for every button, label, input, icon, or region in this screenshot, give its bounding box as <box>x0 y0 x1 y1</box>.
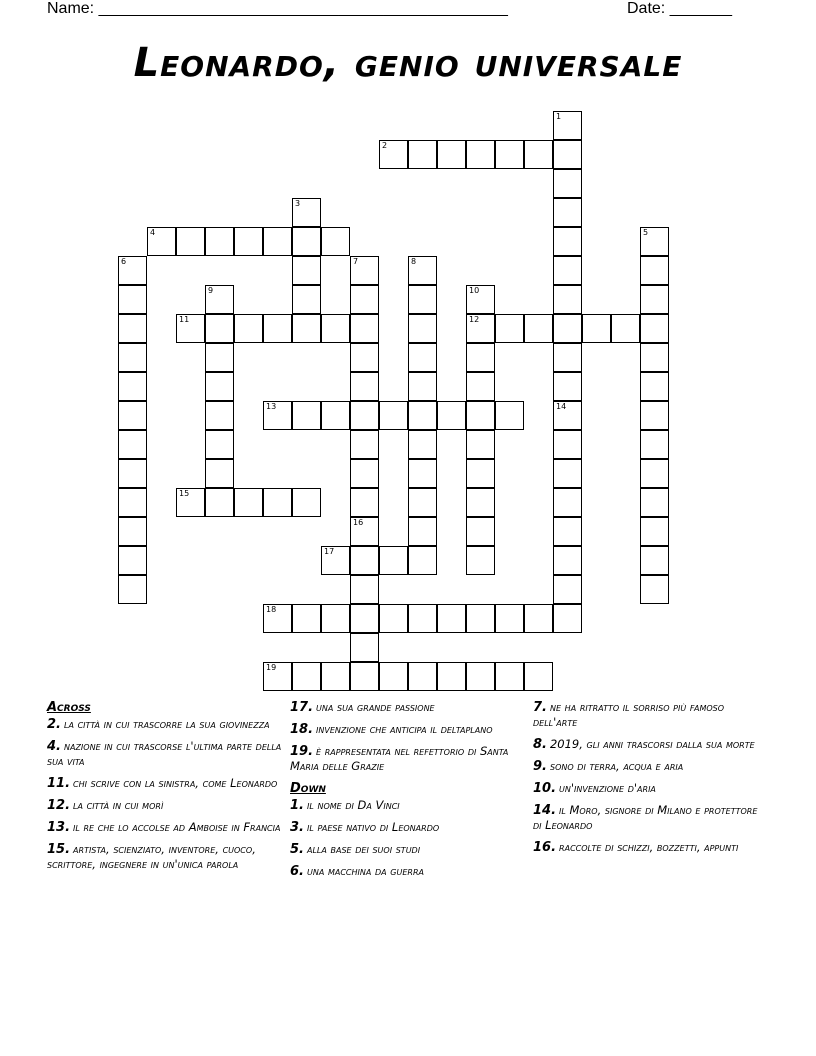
grid-cell[interactable] <box>640 430 669 459</box>
clue-number: 11 <box>179 315 190 324</box>
grid-cell[interactable] <box>118 546 147 575</box>
clue-text: chi scrive con la sinistra, come Leonardo <box>73 776 278 790</box>
grid-cell[interactable] <box>321 604 350 633</box>
clue-text: un'invenzione d'aria <box>559 781 656 795</box>
grid-cell[interactable] <box>640 517 669 546</box>
grid-cell[interactable] <box>640 227 669 256</box>
grid-cell[interactable] <box>553 111 582 140</box>
clue-number: 8. <box>533 737 547 752</box>
grid-cell[interactable] <box>118 488 147 517</box>
grid-cell[interactable] <box>379 140 408 169</box>
clue-text: il Moro, signore di Milano e protettore di Leonardo <box>533 803 758 832</box>
grid-cell[interactable] <box>234 227 263 256</box>
down-clue <box>290 820 526 835</box>
grid-cell[interactable] <box>466 140 495 169</box>
clue-number: 14. <box>533 803 557 818</box>
grid-cell[interactable] <box>379 546 408 575</box>
clue-text: sono di terra, acqua e aria <box>549 759 684 773</box>
grid-cell[interactable] <box>495 140 524 169</box>
grid-cell[interactable] <box>640 314 669 343</box>
grid-cell[interactable] <box>640 575 669 604</box>
grid-cell[interactable] <box>408 343 437 372</box>
clue-number: 2. <box>47 717 61 732</box>
clue-text: una macchina da guerra <box>306 864 424 878</box>
grid-cell[interactable] <box>466 430 495 459</box>
grid-cell[interactable] <box>466 285 495 314</box>
grid-cell[interactable] <box>553 372 582 401</box>
grid-cell[interactable] <box>437 604 466 633</box>
grid-cell[interactable] <box>263 314 292 343</box>
grid-cell[interactable] <box>437 140 466 169</box>
down-clue <box>533 840 769 855</box>
across-clue <box>47 776 283 791</box>
clue-text: il re che lo accolse ad Amboise in Francia <box>73 820 281 834</box>
grid-cell[interactable] <box>466 488 495 517</box>
grid-cell[interactable] <box>292 285 321 314</box>
clues-column-1 <box>47 700 283 879</box>
clue-number: 1. <box>290 798 304 813</box>
grid-cell[interactable] <box>553 198 582 227</box>
down-heading: Down <box>290 781 326 796</box>
grid-cell[interactable] <box>350 517 379 546</box>
down-clue <box>533 803 769 833</box>
grid-cell[interactable] <box>408 314 437 343</box>
grid-cell[interactable] <box>640 488 669 517</box>
clue-number: 15. <box>47 842 71 857</box>
grid-cell[interactable] <box>553 169 582 198</box>
grid-cell[interactable] <box>466 546 495 575</box>
clue-number: 4. <box>47 739 61 754</box>
grid-cell[interactable] <box>292 314 321 343</box>
grid-cell[interactable] <box>118 285 147 314</box>
clue-number: 12 <box>469 315 480 324</box>
clue-text: raccolte di schizzi, bozzetti, appunti <box>559 840 739 854</box>
date-line[interactable]: Date: _______ <box>627 0 732 17</box>
clue-number: 5 <box>643 228 649 237</box>
grid-cell[interactable] <box>408 285 437 314</box>
clue-number: 18 <box>266 605 277 614</box>
grid-cell[interactable] <box>553 401 582 430</box>
grid-cell[interactable] <box>147 227 176 256</box>
grid-cell[interactable] <box>408 488 437 517</box>
grid-cell[interactable] <box>466 517 495 546</box>
grid-cell[interactable] <box>176 227 205 256</box>
clue-text: la città in cui trascorre la sua giovinezza <box>63 717 270 731</box>
clue-number: 19. <box>290 744 314 759</box>
clue-text: il nome di Da Vinci <box>306 798 400 812</box>
grid-cell[interactable] <box>466 343 495 372</box>
clue-number: 7 <box>353 257 359 266</box>
grid-cell[interactable] <box>118 256 147 285</box>
grid-cell[interactable] <box>118 343 147 372</box>
grid-cell[interactable] <box>553 604 582 633</box>
clue-text: alla base dei suoi studi <box>306 842 421 856</box>
clue-number: 5. <box>290 842 304 857</box>
clue-number: 13. <box>47 820 71 835</box>
clue-number: 11. <box>47 776 71 791</box>
clues-column-2 <box>290 700 526 886</box>
grid-cell[interactable] <box>466 459 495 488</box>
clue-number: 13 <box>266 402 277 411</box>
clue-text: invenzione che anticipa il deltaplano <box>316 722 493 736</box>
grid-cell[interactable] <box>118 459 147 488</box>
clue-number: 6. <box>290 864 304 879</box>
clue-number: 9 <box>208 286 214 295</box>
grid-cell[interactable] <box>379 662 408 691</box>
clue-number: 4 <box>150 228 156 237</box>
clue-number: 8 <box>411 257 417 266</box>
grid-cell[interactable] <box>263 604 292 633</box>
grid-cell[interactable] <box>553 314 582 343</box>
grid-cell[interactable] <box>118 575 147 604</box>
grid-cell[interactable] <box>553 343 582 372</box>
grid-cell[interactable] <box>437 662 466 691</box>
grid-cell[interactable] <box>379 401 408 430</box>
across-clue <box>290 744 526 774</box>
clue-text: il paese nativo di Leonardo <box>306 820 440 834</box>
grid-cell[interactable] <box>205 372 234 401</box>
grid-cell[interactable] <box>466 372 495 401</box>
clue-text: la città in cui morì <box>73 798 164 812</box>
grid-cell[interactable] <box>640 285 669 314</box>
grid-cell[interactable] <box>292 662 321 691</box>
grid-cell[interactable] <box>350 575 379 604</box>
clue-text: è rappresentata nel refettorio di Santa Maria delle Grazie <box>290 744 509 773</box>
grid-cell[interactable] <box>553 227 582 256</box>
clue-number: 19 <box>266 663 277 672</box>
grid-cell[interactable] <box>205 459 234 488</box>
grid-cell[interactable] <box>495 401 524 430</box>
grid-cell[interactable] <box>524 314 553 343</box>
grid-cell[interactable] <box>292 256 321 285</box>
across-heading: Across <box>47 700 91 715</box>
grid-cell[interactable] <box>176 488 205 517</box>
grid-cell[interactable] <box>379 604 408 633</box>
across-clue <box>290 700 526 715</box>
grid-cell[interactable] <box>611 314 640 343</box>
grid-cell[interactable] <box>582 314 611 343</box>
grid-cell[interactable] <box>408 372 437 401</box>
grid-cell[interactable] <box>640 343 669 372</box>
grid-cell[interactable] <box>408 401 437 430</box>
clue-number: 17. <box>290 700 314 715</box>
grid-cell[interactable] <box>408 604 437 633</box>
down-clue <box>533 737 769 752</box>
grid-cell[interactable] <box>118 372 147 401</box>
grid-cell[interactable] <box>321 314 350 343</box>
across-clue <box>47 820 283 835</box>
grid-cell[interactable] <box>234 488 263 517</box>
grid-cell[interactable] <box>640 401 669 430</box>
grid-cell[interactable] <box>350 430 379 459</box>
grid-cell[interactable] <box>640 459 669 488</box>
clue-text: artista, scienziato, inventore, cuoco, scrittore, ingegnere in un'unica parola <box>47 842 256 871</box>
clue-number: 1 <box>556 112 562 121</box>
grid-cell[interactable] <box>553 140 582 169</box>
grid-cell[interactable] <box>292 401 321 430</box>
clue-number: 15 <box>179 489 190 498</box>
down-clue <box>290 842 526 857</box>
grid-cell[interactable] <box>350 633 379 662</box>
clue-text: nazione in cui trascorse l'ultima parte della sua vita <box>47 739 282 768</box>
grid-cell[interactable] <box>205 343 234 372</box>
grid-cell[interactable] <box>466 314 495 343</box>
grid-cell[interactable] <box>350 401 379 430</box>
grid-cell[interactable] <box>553 459 582 488</box>
grid-cell[interactable] <box>234 314 263 343</box>
clue-number: 10. <box>533 781 557 796</box>
grid-cell[interactable] <box>350 662 379 691</box>
grid-cell[interactable] <box>350 546 379 575</box>
grid-cell[interactable] <box>408 430 437 459</box>
grid-cell[interactable] <box>292 227 321 256</box>
across-clue <box>47 739 283 769</box>
clue-number: 17 <box>324 547 335 556</box>
grid-cell[interactable] <box>176 314 205 343</box>
grid-cell[interactable] <box>524 140 553 169</box>
down-clue <box>533 759 769 774</box>
clue-number: 2 <box>382 141 388 150</box>
grid-cell[interactable] <box>466 604 495 633</box>
grid-cell[interactable] <box>205 401 234 430</box>
clue-number: 14 <box>556 402 567 411</box>
grid-cell[interactable] <box>292 198 321 227</box>
grid-cell[interactable] <box>263 401 292 430</box>
clue-number: 18. <box>290 722 314 737</box>
grid-cell[interactable] <box>553 517 582 546</box>
grid-cell[interactable] <box>408 256 437 285</box>
grid-cell[interactable] <box>466 662 495 691</box>
clue-number: 16. <box>533 840 557 855</box>
grid-cell[interactable] <box>466 401 495 430</box>
clue-number: 6 <box>121 257 127 266</box>
clue-number: 9. <box>533 759 547 774</box>
clues-column-3 <box>533 700 769 862</box>
grid-cell[interactable] <box>321 401 350 430</box>
clue-text: una sua grande passione <box>316 700 435 714</box>
grid-cell[interactable] <box>408 546 437 575</box>
grid-cell[interactable] <box>553 575 582 604</box>
grid-cell[interactable] <box>553 430 582 459</box>
clue-number: 3 <box>295 199 301 208</box>
across-clue <box>47 842 283 872</box>
grid-cell[interactable] <box>118 430 147 459</box>
grid-cell[interactable] <box>118 401 147 430</box>
grid-cell[interactable] <box>495 314 524 343</box>
clue-text: ne ha ritratto il sorriso più famoso dell'arte <box>533 700 725 729</box>
grid-cell[interactable] <box>292 488 321 517</box>
grid-cell[interactable] <box>321 227 350 256</box>
grid-cell[interactable] <box>437 401 466 430</box>
down-clue <box>533 781 769 796</box>
grid-cell[interactable] <box>640 372 669 401</box>
grid-cell[interactable] <box>350 314 379 343</box>
grid-cell[interactable] <box>408 517 437 546</box>
grid-cell[interactable] <box>205 227 234 256</box>
grid-cell[interactable] <box>553 256 582 285</box>
grid-cell[interactable] <box>205 488 234 517</box>
grid-cell[interactable] <box>524 604 553 633</box>
clue-number: 16 <box>353 518 364 527</box>
grid-cell[interactable] <box>524 662 553 691</box>
down-clue <box>533 700 769 730</box>
grid-cell[interactable] <box>350 488 379 517</box>
grid-cell[interactable] <box>408 459 437 488</box>
clue-text: 2019, gli anni trascorsi dalla sua morte <box>549 737 755 751</box>
across-clue <box>47 717 283 732</box>
clue-number: 7. <box>533 700 547 715</box>
down-clue <box>290 864 526 879</box>
grid-cell[interactable] <box>205 430 234 459</box>
grid-cell[interactable] <box>321 546 350 575</box>
grid-cell[interactable] <box>408 140 437 169</box>
grid-cell[interactable] <box>118 314 147 343</box>
grid-cell[interactable] <box>553 488 582 517</box>
grid-cell[interactable] <box>350 459 379 488</box>
down-clue <box>290 798 526 813</box>
grid-cell[interactable] <box>640 546 669 575</box>
grid-cell[interactable] <box>350 343 379 372</box>
grid-cell[interactable] <box>350 372 379 401</box>
grid-cell[interactable] <box>205 314 234 343</box>
across-clue <box>47 798 283 813</box>
grid-cell[interactable] <box>640 256 669 285</box>
grid-cell[interactable] <box>292 604 321 633</box>
clue-number: 12. <box>47 798 71 813</box>
grid-cell[interactable] <box>553 546 582 575</box>
grid-cell[interactable] <box>263 488 292 517</box>
grid-cell[interactable] <box>263 662 292 691</box>
grid-cell[interactable] <box>118 517 147 546</box>
grid-cell[interactable] <box>495 662 524 691</box>
puzzle-title: Leonardo, genio universale <box>133 40 683 86</box>
grid-cell[interactable] <box>205 285 234 314</box>
grid-cell[interactable] <box>350 285 379 314</box>
grid-cell[interactable] <box>408 662 437 691</box>
grid-cell[interactable] <box>553 285 582 314</box>
across-clue <box>290 722 526 737</box>
clue-number: 10 <box>469 286 480 295</box>
grid-cell[interactable] <box>350 604 379 633</box>
grid-cell[interactable] <box>263 227 292 256</box>
grid-cell[interactable] <box>321 662 350 691</box>
clue-number: 3. <box>290 820 304 835</box>
grid-cell[interactable] <box>350 256 379 285</box>
name-line[interactable]: Name: ______________________________________________ <box>47 0 508 17</box>
grid-cell[interactable] <box>495 604 524 633</box>
